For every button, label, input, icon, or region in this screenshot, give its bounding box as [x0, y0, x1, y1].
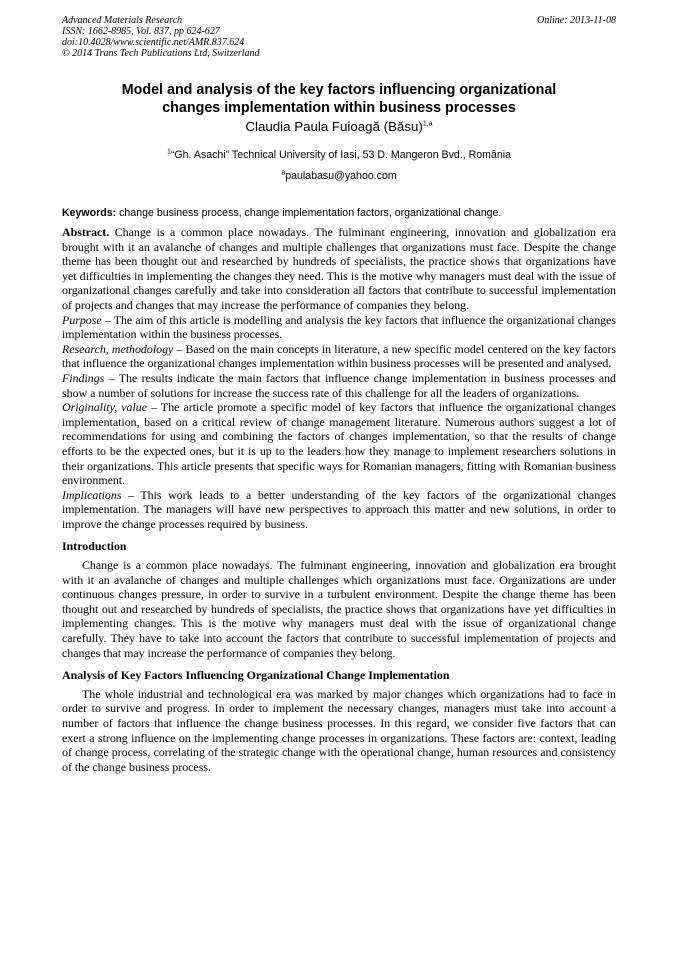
abstract-text: Change is a common place nowadays. The fulminant engineering, innovation and globalization era brought with it an avalanche of changes and multiple challenges that organizations must face. Despite the change theme has been thought out and researched by hundreds of specialists, the practice shows that organizations have yet difficulties in implementing the changes they need. This is the motive why managers must deal with the issue of organizational changes carefully and take into consideration all factors that contribute to successful implementation of projects and changes that may increase the performance of companies they belong. — [62, 225, 616, 312]
journal-name: Advanced Materials Research — [62, 15, 183, 26]
analysis-heading: Analysis of Key Factors Influencing Organizational Change Implementation — [62, 668, 450, 683]
abstract-originality — [62, 400, 616, 488]
journal-copyright: © 2014 Trans Tech Publications Ltd, Switzerland — [62, 48, 260, 59]
keywords-text: change business process, change implementation factors, organizational change. — [116, 207, 502, 219]
purpose-text: – The aim of this article is modelling and analysis the key factors that influence the organizational changes implementation within the business processes. — [62, 312, 616, 342]
introduction-paragraph: Change is a common place nowadays. The fulminant engineering, innovation and globalization era brought with it an avalanche of changes and multiple challenges which organizations must face. Organizations are under continuous changes pressure, in order to survive in a turbulent environment. Despite the change theme has been thought out and researched by hundreds of specialists, the practice shows that organizations have yet difficulties in implementing changes. This is the motive why managers must deal with the issue of organizational change carefully. They have to take into account the factors that contribute to successful implementation of projects and changes that may increase the performance of companies they belong. — [62, 558, 616, 660]
email-text: paulabasu@yahoo.com — [285, 170, 397, 182]
affiliation-superscript: 1 — [166, 148, 171, 156]
title-line-2: changes implementation within business processes — [162, 100, 516, 116]
affiliation-text: “Gh. Asachi” Technical University of Iasi, 53 D. Mangeron Bvd., România — [170, 149, 512, 161]
research-text: – Based on the main concepts in literature, a new specific model centered on the key factors that influence the organizational changes implementation within business processes will be presented and analysed. — [62, 341, 617, 371]
title-line-1: Model and analysis of the key factors influencing organizational — [121, 82, 557, 98]
research-label: Research, methodology — [62, 341, 174, 356]
abstract-implications — [62, 488, 616, 532]
findings-label: Findings — [62, 370, 105, 385]
findings-text: – The results indicate the main factors that influence change implementation in business processes and show a number of solutions for increase the success rate of this challenge for all the leaders of organizations. — [62, 370, 616, 400]
originality-label: Originality, value — [62, 400, 148, 415]
introduction-heading: Introduction — [62, 539, 127, 554]
keywords — [62, 206, 616, 220]
journal-header — [62, 15, 616, 59]
author-superscript: 1,a — [422, 120, 433, 128]
purpose-label: Purpose — [62, 312, 102, 327]
author-name: Claudia Paula Fuioagă (Băsu) — [245, 119, 423, 134]
author-line — [62, 119, 616, 135]
implications-label: Implications — [62, 487, 122, 502]
keywords-label: Keywords: — [62, 207, 117, 219]
abstract-purpose — [62, 313, 616, 342]
email-superscript: a — [281, 169, 286, 177]
journal-issn: ISSN: 1662-8985, Vol. 837, pp 624-627 — [62, 26, 220, 37]
paper-body — [62, 225, 616, 774]
abstract-findings — [62, 371, 616, 400]
affiliation — [62, 149, 616, 162]
author-email — [62, 170, 616, 183]
online-date: Online: 2013-11-08 — [537, 15, 616, 26]
analysis-paragraph: The whole industrial and technological era was marked by major changes which organizations had to face in order to survive and progress. In order to implement the necessary changes, managers must take into account a number of factors that influence the change business processes. In this regard, we consider five factors that can exert a strong influence on the implementing change processes in organizations. These factors are: context, leading of change process, correlating of the strategic change with the operational change, human resources and consistency of the change business process. — [62, 686, 616, 774]
implications-text: – This work leads to a better understanding of the key factors of the organizational changes implementation. The managers will have new perspectives to approach this matter and new solutions, in order to improve the change processes required by business. — [62, 487, 616, 531]
abstract-research — [62, 342, 616, 371]
abstract-paragraph — [62, 225, 616, 313]
originality-text: – The article promote a specific model of key factors that influence the organizational changes implementation, based on a critical review of change management literature. Numerous authors suggest a lot of recommendations for using and combining the factors of changes implementation, so that the results of change efforts to be the expected ones, but it is up to the leaders how they manage to implement researchers solutions in their organizations. This article presents that specific ways for Romanian managers, fitting with Romanian business environment. — [62, 400, 617, 488]
paper-title — [62, 81, 616, 117]
journal-doi: doi:10.4028/www.scientific.net/AMR.837.624 — [62, 37, 245, 48]
abstract-label: Abstract. — [62, 225, 110, 239]
